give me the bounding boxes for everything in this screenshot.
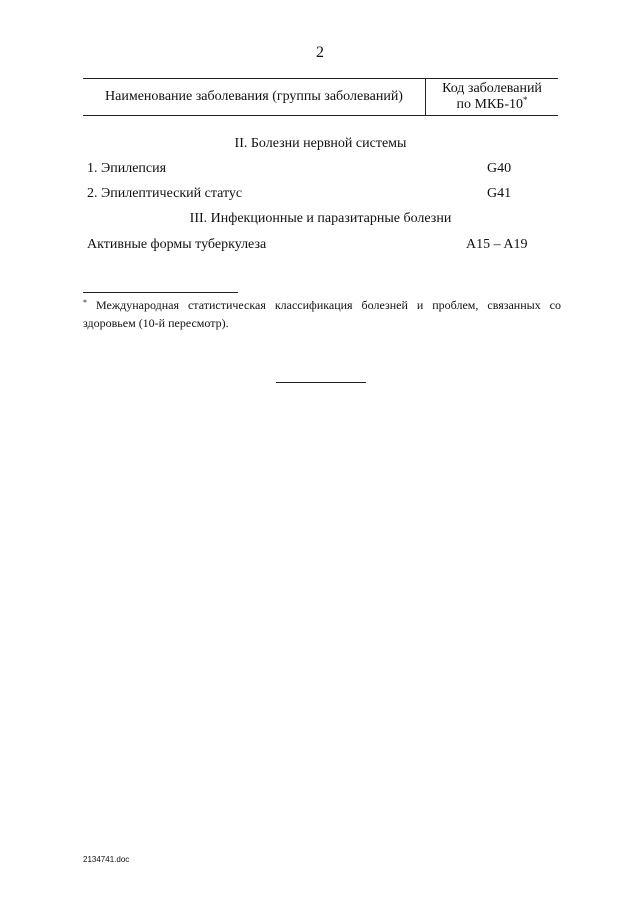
footnote bbox=[83, 296, 561, 332]
document-filename: 2134741.doc bbox=[83, 855, 130, 864]
column-header-icd-code-line2 bbox=[426, 97, 558, 113]
table-row-code: G41 bbox=[487, 186, 512, 201]
table-header bbox=[83, 78, 558, 116]
end-of-document-rule bbox=[276, 382, 366, 383]
footnote-reference: * bbox=[522, 95, 528, 105]
table-row-name: Активные формы туберкулеза bbox=[87, 237, 267, 252]
column-header-icd-code bbox=[426, 81, 558, 113]
icd-label: по МКБ-10 bbox=[456, 97, 523, 112]
table-row-code: A15 – A19 bbox=[466, 237, 528, 252]
column-header-icd-code-line1: Код заболеваний bbox=[442, 81, 542, 96]
column-header-disease-name: Наименование заболевания (группы заболеваний) bbox=[105, 89, 403, 104]
page-number: 2 bbox=[316, 44, 324, 61]
footnote-marker: * bbox=[83, 298, 87, 307]
table-row-name: 2. Эпилептический статус bbox=[87, 186, 243, 201]
footnote-text: Международная статистическая классификация болезней и проблем, связанных со здоровьем (10-й пересмотр). bbox=[83, 298, 561, 330]
table-row-code: G40 bbox=[487, 161, 512, 176]
section-title-nervous-system: II. Болезни нервной системы bbox=[234, 136, 407, 151]
table-row-name: 1. Эпилепсия bbox=[87, 161, 167, 176]
section-title-infectious-diseases: III. Инфекционные и паразитарные болезни bbox=[189, 211, 452, 226]
footnote-separator bbox=[83, 292, 238, 293]
